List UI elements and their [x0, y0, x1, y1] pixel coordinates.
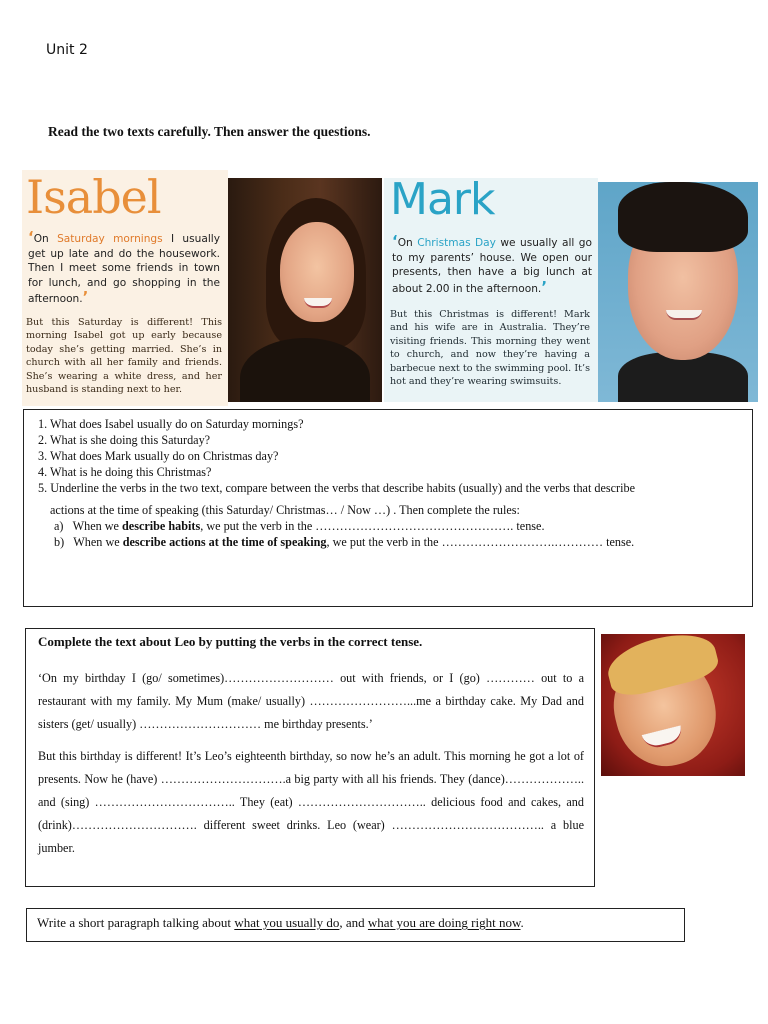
isabel-quote-post: I usually get up late and do the housework. Then I meet some friends in town for lunch, and go shopping in the afternoon.: [28, 233, 220, 305]
rule-a: [50, 518, 750, 534]
question-3: 3. What does Mark usually do on Christmas day?: [38, 449, 279, 463]
quote-mark-open: ‘: [28, 228, 34, 246]
isabel-shoulders: [240, 338, 370, 402]
quote-mark-close: ’: [541, 277, 548, 296]
mark-quote: [392, 234, 592, 296]
isabel-title: Isabel: [26, 170, 161, 224]
writing-underline-1: what you usually do: [234, 915, 340, 930]
question-4: 4. What is he doing this Christmas?: [38, 465, 212, 479]
rule-b-bold: describe actions at the time of speaking: [122, 535, 327, 549]
instruction: Read the two texts carefully. Then answer the questions.: [48, 124, 371, 139]
isabel-quote-pre: On: [33, 233, 58, 245]
writing-mid: , and: [339, 915, 368, 930]
question-1: 1. What does Isabel usually do on Saturday mornings?: [38, 417, 304, 431]
writing-post: .: [520, 915, 524, 930]
mark-quote-post: we usually all go to my parents’ house. We open our presents, then have a big lunch at about 2.00 in the afternoon.: [392, 237, 593, 295]
question-list: [38, 416, 744, 496]
rule-b-pre: When we: [73, 535, 123, 549]
leo-title: Complete the text about Leo by putting the verbs in the correct tense.: [38, 634, 423, 649]
rules-block: [50, 502, 750, 550]
mark-photo: [598, 182, 758, 402]
reading-panel: [22, 170, 758, 406]
quote-mark-open: ‘: [392, 232, 398, 250]
leo-photo: [601, 634, 745, 776]
isabel-photo: [228, 178, 382, 402]
mark-smile: [666, 310, 702, 320]
question-5-continued: actions at the time of speaking (this Saturday/ Christmas… / Now …) . Then complete the rules:: [50, 503, 520, 517]
question-5: 5. Underline the verbs in the two text, compare between the verbs that describe habits (usually) and the verbs that describe: [38, 481, 635, 495]
leo-paragraph-1: ‘On my birthday I (go/ sometimes)……………………… out with friends, or I (go) ………… out to a restaurant with my family. My Mum (make/ usually) ……………………...me a birthday cake. My Dad and sisters (get/ usually) ………………………… me birthday presents.’: [38, 671, 584, 732]
leo-paragraph-2: But this birthday is different! It’s Leo’s eighteenth birthday, so now he’s an adult. This morning he got a lot of presents. Now he (have) ………………………….a big party with all his friends. They (dance)……………….. and (sing) …………………………….. They (eat) ………………………….. delicious food and cakes, and (drink)…………………………. different sweet drinks. Leo (wear) ……………………………….. a blue jumber.: [38, 748, 584, 856]
mark-quote-highlight: Christmas Day: [417, 237, 496, 249]
rule-a-pre: When we: [72, 519, 123, 533]
quote-mark-close: ’: [82, 288, 89, 306]
writing-prompt: [37, 915, 524, 931]
writing-box: [26, 908, 685, 942]
rule-a-label: a): [54, 519, 64, 533]
isabel-quote-highlight: Saturday mornings: [57, 233, 163, 245]
mark-quote-pre: On: [397, 237, 418, 249]
rule-b-label: b): [54, 535, 65, 549]
unit-label: Unit 2: [46, 42, 88, 58]
leo-text: [38, 667, 584, 861]
rule-b-post: , we put the verb in the ……………………….………… tense.: [326, 535, 635, 549]
writing-pre: Write a short paragraph talking about: [37, 915, 235, 930]
questions-box: [23, 409, 753, 607]
leo-box: [25, 628, 595, 887]
rule-b: [50, 534, 750, 550]
mark-title: Mark: [390, 174, 495, 225]
question-2: 2. What is she doing this Saturday?: [38, 433, 211, 447]
writing-underline-2: what you are doing right now: [367, 915, 521, 930]
isabel-quote: [28, 230, 220, 307]
isabel-body: But this Saturday is different! This morning Isabel got up early because today she’s getting married. She’s in church with all her family and friends. She’s wearing a white dress, and her husband is standing next to her.: [26, 317, 222, 396]
mark-body: But this Christmas is different! Mark and his wife are in Australia. They’re visiting friends. This morning they went to church, and now they’re having a barbecue next to the swimming pool. It’s hot and they’re wearing swimsuits.: [390, 309, 590, 388]
mark-hair: [618, 182, 748, 252]
rule-a-post: , we put the verb in the …………………………………………. tense.: [200, 519, 545, 533]
rule-a-bold: describe habits: [122, 519, 201, 533]
